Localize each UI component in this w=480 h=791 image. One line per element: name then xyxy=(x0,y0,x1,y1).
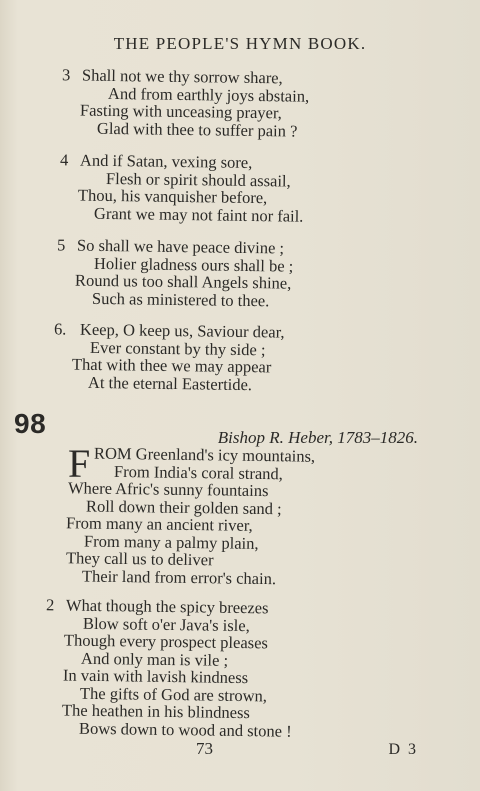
stanza-4 xyxy=(59,150,304,226)
verse-line: From many a palmy plain, xyxy=(83,531,259,553)
verse-line: Roll down their golden sand ; xyxy=(85,496,282,518)
stanza-5 xyxy=(56,235,294,310)
stanza-number: 4 xyxy=(59,150,69,170)
stanza-number: 2 xyxy=(45,595,55,615)
stanza-3 xyxy=(61,65,310,141)
verse-line: What though the spicy breezes xyxy=(65,595,269,618)
verse-line: From India's coral strand, xyxy=(113,461,283,483)
verse-line: So shall we have peace divine ; xyxy=(76,235,285,258)
verse-line: Thou, his vanquisher before, xyxy=(77,185,268,208)
verse-line: Such as ministered to thee. xyxy=(91,288,270,310)
verse-line: And only man is vile ; xyxy=(80,648,229,670)
verse-line: Glad with thee to suffer pain ? xyxy=(96,118,298,141)
stanza-6 xyxy=(53,319,285,394)
verse-line: Their land from error's chain. xyxy=(81,565,277,588)
stanza-number: 3 xyxy=(61,65,71,85)
verse-line: Ever constant by thy side ; xyxy=(89,337,266,359)
verse-line: The gifts of God are strown, xyxy=(79,683,268,705)
verse-line: At the eternal Eastertide. xyxy=(87,372,253,394)
drop-cap: F xyxy=(68,441,91,486)
verse-line: Holier gladness ours shall be ; xyxy=(93,253,294,276)
hymn-number: 98 xyxy=(14,408,47,439)
verse-line: The heathen in his blindness xyxy=(61,700,251,723)
verse-line: Where Afric's sunny fountains xyxy=(67,478,269,501)
verse-line: Round us too shall Angels shine, xyxy=(74,270,292,293)
verse-line: Keep, O keep us, Saviour dear, xyxy=(79,319,285,342)
verse-line: And if Satan, vexing sore, xyxy=(79,150,253,172)
hymn-stanza-2 xyxy=(45,595,292,741)
signature-mark: D 3 xyxy=(388,741,418,758)
verse-line: From many an ancient river, xyxy=(65,513,253,535)
verse-line: Shall not we thy sorrow share, xyxy=(81,65,283,88)
verse-line: Though every prospect pleases xyxy=(63,630,269,653)
verse-line: In vain with lavish kindness xyxy=(62,665,249,688)
verse-line: That with thee we may appear xyxy=(71,354,272,377)
verse-line: Flesh or spirit should assail, xyxy=(105,168,291,191)
verse-line: And from earthly joys abstain, xyxy=(107,83,310,106)
running-head: THE PEOPLE'S HYMN BOOK. xyxy=(113,34,367,53)
verse-line: Grant we may not faint nor fail. xyxy=(93,203,304,226)
stanza-number: 6. xyxy=(53,319,67,339)
verse-line: Fasting with unceasing prayer, xyxy=(79,100,283,123)
verse-line: They call us to deliver xyxy=(65,548,214,570)
verse-line: Blow soft o'er Java's isle, xyxy=(82,613,250,635)
verse-line: Bows down to wood and stone ! xyxy=(78,718,292,741)
stanza-number: 5 xyxy=(56,235,66,255)
hymn-stanza-1 xyxy=(65,441,316,588)
hymn-attribution: Bishop R. Heber, 1783–1826. xyxy=(217,428,418,447)
verse-line: ROM Greenland's icy mountains, xyxy=(93,443,316,466)
page-number: 73 xyxy=(196,739,213,758)
